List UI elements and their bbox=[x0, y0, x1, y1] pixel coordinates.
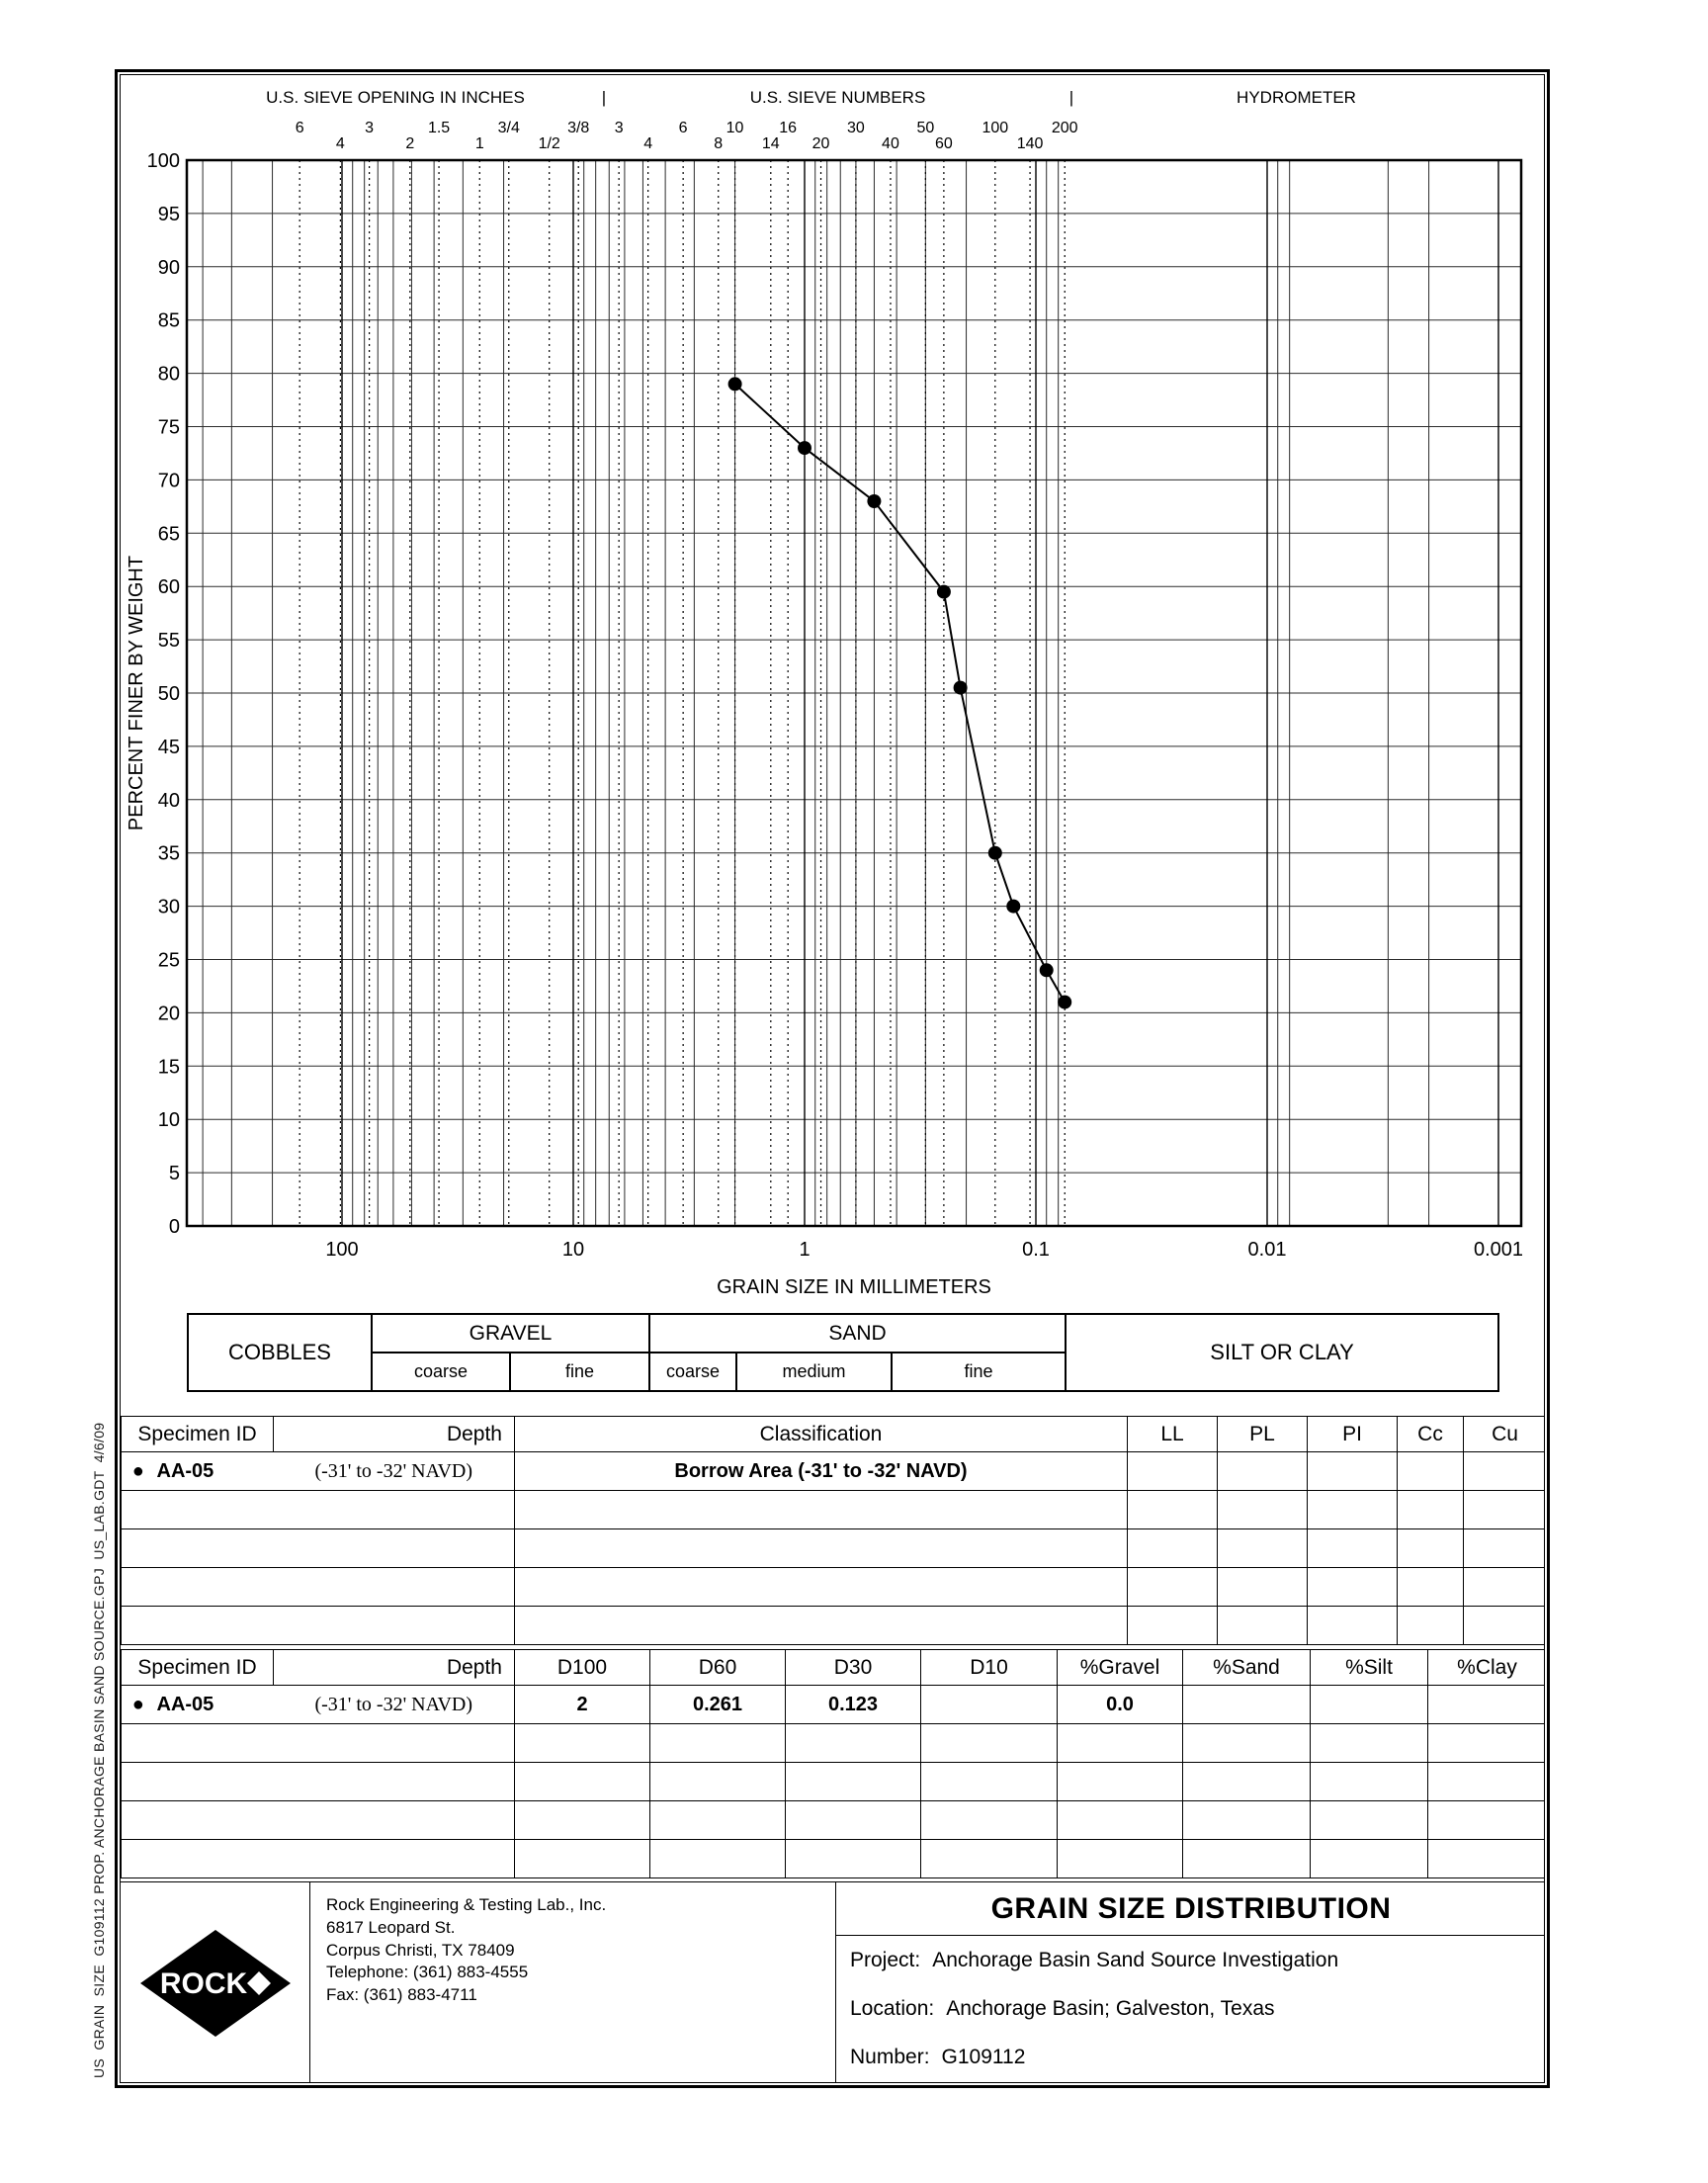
svg-text:95: 95 bbox=[157, 203, 180, 225]
table-row-empty bbox=[122, 1491, 1546, 1529]
svg-text:6: 6 bbox=[295, 120, 304, 136]
svg-text:35: 35 bbox=[157, 842, 180, 865]
number-line bbox=[836, 2033, 1545, 2081]
svg-text:0.1: 0.1 bbox=[1022, 1239, 1050, 1261]
svg-text:3: 3 bbox=[614, 120, 624, 136]
company-address-block bbox=[310, 1882, 836, 2083]
col-pct-sand: %Sand bbox=[1183, 1650, 1311, 1686]
svg-text:100: 100 bbox=[982, 120, 1009, 136]
location-line bbox=[836, 1984, 1545, 2033]
value-pct-sand bbox=[1183, 1686, 1311, 1724]
specimen-classification: Borrow Area (-31' to -32' NAVD) bbox=[515, 1452, 1128, 1491]
svg-text:1.5: 1.5 bbox=[427, 120, 451, 136]
table-row-empty bbox=[122, 1529, 1546, 1568]
svg-text:4: 4 bbox=[643, 135, 653, 152]
fraction-silt-or-clay: SILT OR CLAY bbox=[1066, 1314, 1498, 1391]
classification-table bbox=[121, 1416, 1545, 1645]
svg-text:40: 40 bbox=[157, 789, 180, 812]
svg-text:25: 25 bbox=[157, 949, 180, 972]
col-d100: D100 bbox=[515, 1650, 650, 1686]
data-point-marker bbox=[1058, 996, 1071, 1009]
svg-text:45: 45 bbox=[157, 736, 180, 758]
table-row-empty bbox=[122, 1568, 1546, 1607]
col-depth: Depth bbox=[274, 1650, 515, 1686]
data-point-marker bbox=[728, 377, 742, 391]
gridlines bbox=[187, 160, 1521, 1226]
value-d100: 2 bbox=[515, 1686, 650, 1724]
table-header-row bbox=[122, 1650, 1546, 1686]
fraction-sand-fine: fine bbox=[892, 1353, 1066, 1391]
svg-text:50: 50 bbox=[916, 120, 935, 136]
company-name: Rock Engineering & Testing Lab., Inc. bbox=[326, 1895, 607, 1914]
project-value: Anchorage Basin Sand Source Investigation bbox=[932, 1948, 1339, 1971]
data-point-marker bbox=[1040, 963, 1054, 977]
svg-text:5: 5 bbox=[168, 1163, 180, 1185]
svg-text:20: 20 bbox=[157, 1003, 180, 1025]
col-pl: PL bbox=[1218, 1417, 1308, 1452]
svg-text:3: 3 bbox=[365, 120, 375, 136]
location-value: Anchorage Basin; Galveston, Texas bbox=[946, 1996, 1275, 2020]
data-point-marker bbox=[937, 585, 951, 599]
value-pct-gravel: 0.0 bbox=[1058, 1686, 1183, 1724]
series-marker: ● bbox=[122, 1686, 155, 1724]
svg-text:20: 20 bbox=[811, 135, 830, 152]
fraction-sand-coarse: coarse bbox=[649, 1353, 736, 1391]
table-row-empty bbox=[122, 1763, 1546, 1801]
svg-text:85: 85 bbox=[157, 309, 180, 332]
specimen-id: AA-05 bbox=[155, 1686, 274, 1724]
svg-text:3/4: 3/4 bbox=[497, 120, 520, 136]
svg-text:65: 65 bbox=[157, 523, 180, 546]
table-row bbox=[122, 1686, 1546, 1724]
fraction-gravel: GRAVEL bbox=[372, 1314, 649, 1353]
rock-logo bbox=[136, 1926, 295, 2041]
svg-text:6: 6 bbox=[678, 120, 688, 136]
svg-text:10: 10 bbox=[157, 1109, 180, 1132]
col-d30: D30 bbox=[786, 1650, 921, 1686]
col-specimen-id: Specimen ID bbox=[122, 1417, 274, 1452]
company-street: 6817 Leopard St. bbox=[326, 1917, 456, 1937]
table-row-empty bbox=[122, 1840, 1546, 1878]
col-ll: LL bbox=[1128, 1417, 1218, 1452]
col-classification: Classification bbox=[515, 1417, 1128, 1452]
specimen-id: AA-05 bbox=[155, 1452, 274, 1491]
x-axis-title: GRAIN SIZE IN MILLIMETERS bbox=[717, 1276, 991, 1298]
page-frame-inner bbox=[120, 74, 1545, 2083]
report-title: GRAIN SIZE DISTRIBUTION bbox=[836, 1882, 1545, 1936]
company-city: Corpus Christi, TX 78409 bbox=[326, 1940, 515, 1960]
number-label: Number: bbox=[850, 2045, 930, 2068]
specimen-depth: (-31' to -32' NAVD) bbox=[274, 1686, 515, 1724]
grain-size-distribution-chart bbox=[121, 75, 1545, 1311]
svg-text:60: 60 bbox=[157, 576, 180, 599]
fraction-sand-medium: medium bbox=[736, 1353, 892, 1391]
svg-text:10: 10 bbox=[561, 1239, 585, 1261]
svg-text:0.01: 0.01 bbox=[1247, 1239, 1287, 1261]
company-telephone: Telephone: (361) 883-4555 bbox=[326, 1963, 529, 1982]
value-d30: 0.123 bbox=[786, 1686, 921, 1724]
svg-text:14: 14 bbox=[761, 135, 780, 152]
value-pct-clay bbox=[1428, 1686, 1546, 1724]
fraction-gravel-fine: fine bbox=[510, 1353, 649, 1391]
gradation-table bbox=[121, 1649, 1545, 1878]
page-frame bbox=[115, 69, 1550, 2088]
table-row-empty bbox=[122, 1801, 1546, 1840]
col-pct-gravel: %Gravel bbox=[1058, 1650, 1183, 1686]
svg-text:60: 60 bbox=[934, 135, 953, 152]
svg-text:15: 15 bbox=[157, 1056, 180, 1079]
svg-text:140: 140 bbox=[1016, 135, 1044, 152]
value-ll bbox=[1128, 1452, 1218, 1491]
svg-text:U.S. SIEVE OPENING IN INCHES: U.S. SIEVE OPENING IN INCHES bbox=[266, 88, 525, 107]
col-depth: Depth bbox=[274, 1417, 515, 1452]
data-point-marker bbox=[988, 846, 1002, 860]
value-pl bbox=[1218, 1452, 1308, 1491]
company-fax: Fax: (361) 883-4711 bbox=[326, 1985, 477, 2005]
col-pct-silt: %Silt bbox=[1311, 1650, 1428, 1686]
value-cc bbox=[1398, 1452, 1464, 1491]
y-axis-title: PERCENT FINER BY WEIGHT bbox=[126, 555, 147, 831]
table-header-row bbox=[122, 1417, 1546, 1452]
svg-text:75: 75 bbox=[157, 416, 180, 439]
svg-text:80: 80 bbox=[157, 363, 180, 386]
data-point-marker bbox=[798, 441, 811, 455]
col-d60: D60 bbox=[650, 1650, 786, 1686]
svg-text:200: 200 bbox=[1051, 120, 1078, 136]
specimen-depth: (-31' to -32' NAVD) bbox=[274, 1452, 515, 1491]
value-pi bbox=[1308, 1452, 1398, 1491]
svg-text:90: 90 bbox=[157, 256, 180, 279]
table-row-empty bbox=[122, 1724, 1546, 1763]
fraction-cobbles: COBBLES bbox=[188, 1314, 372, 1391]
svg-text:1: 1 bbox=[474, 135, 484, 152]
top-axis-sections bbox=[266, 88, 1356, 107]
table-row bbox=[122, 1452, 1546, 1491]
number-value: G109112 bbox=[941, 2045, 1026, 2068]
rock-logo-text: ROCK bbox=[159, 1967, 247, 2000]
svg-text:4: 4 bbox=[335, 135, 345, 152]
report-info-block bbox=[836, 1882, 1545, 2083]
soil-fraction-bar bbox=[187, 1313, 1499, 1392]
svg-text:3/8: 3/8 bbox=[567, 120, 590, 136]
svg-text:0: 0 bbox=[168, 1216, 180, 1238]
svg-text:HYDROMETER: HYDROMETER bbox=[1237, 88, 1356, 107]
svg-text:|: | bbox=[601, 88, 607, 107]
svg-text:10: 10 bbox=[726, 120, 744, 136]
svg-text:|: | bbox=[1068, 88, 1074, 107]
footer bbox=[121, 1881, 1545, 2083]
col-specimen-id: Specimen ID bbox=[122, 1650, 274, 1686]
svg-text:100: 100 bbox=[325, 1239, 359, 1261]
sidebar-file-info: US GRAIN SIZE G109112 PROP. ANCHORAGE BASIN SAND SOURCE.GPJ US_LAB.GDT 4/6/09 bbox=[91, 1422, 107, 2078]
x-axis-tick-labels bbox=[325, 1239, 1523, 1261]
location-label: Location: bbox=[850, 1996, 935, 2020]
svg-text:70: 70 bbox=[157, 470, 180, 492]
col-pct-clay: %Clay bbox=[1428, 1650, 1546, 1686]
svg-text:0.001: 0.001 bbox=[1473, 1239, 1524, 1261]
col-cc: Cc bbox=[1398, 1417, 1464, 1452]
company-logo-cell bbox=[121, 1882, 310, 2083]
fraction-sand: SAND bbox=[649, 1314, 1066, 1353]
svg-text:40: 40 bbox=[882, 135, 899, 152]
svg-text:30: 30 bbox=[157, 896, 180, 918]
col-cu: Cu bbox=[1464, 1417, 1546, 1452]
data-point-marker bbox=[1006, 900, 1020, 914]
col-pi: PI bbox=[1308, 1417, 1398, 1452]
col-d10: D10 bbox=[921, 1650, 1058, 1686]
table-row-empty bbox=[122, 1607, 1546, 1645]
value-cu bbox=[1464, 1452, 1546, 1491]
series-marker: ● bbox=[122, 1452, 155, 1491]
data-point-marker bbox=[867, 494, 881, 508]
svg-text:50: 50 bbox=[157, 683, 180, 705]
fraction-gravel-coarse: coarse bbox=[372, 1353, 510, 1391]
svg-text:30: 30 bbox=[847, 120, 865, 136]
svg-text:2: 2 bbox=[405, 135, 415, 152]
project-line bbox=[836, 1936, 1545, 1984]
data-point-marker bbox=[954, 681, 968, 695]
svg-text:U.S. SIEVE NUMBERS: U.S. SIEVE NUMBERS bbox=[749, 88, 926, 107]
svg-text:1: 1 bbox=[799, 1239, 811, 1261]
svg-text:55: 55 bbox=[157, 630, 180, 653]
sieve-size-labels bbox=[296, 120, 1078, 152]
svg-text:1/2: 1/2 bbox=[538, 135, 560, 152]
svg-text:8: 8 bbox=[714, 135, 724, 152]
svg-text:100: 100 bbox=[146, 150, 180, 172]
value-d10 bbox=[921, 1686, 1058, 1724]
value-pct-silt bbox=[1311, 1686, 1428, 1724]
svg-text:16: 16 bbox=[779, 120, 798, 136]
y-axis-tick-labels bbox=[147, 150, 180, 1238]
project-label: Project: bbox=[850, 1948, 921, 1971]
value-d60: 0.261 bbox=[650, 1686, 786, 1724]
